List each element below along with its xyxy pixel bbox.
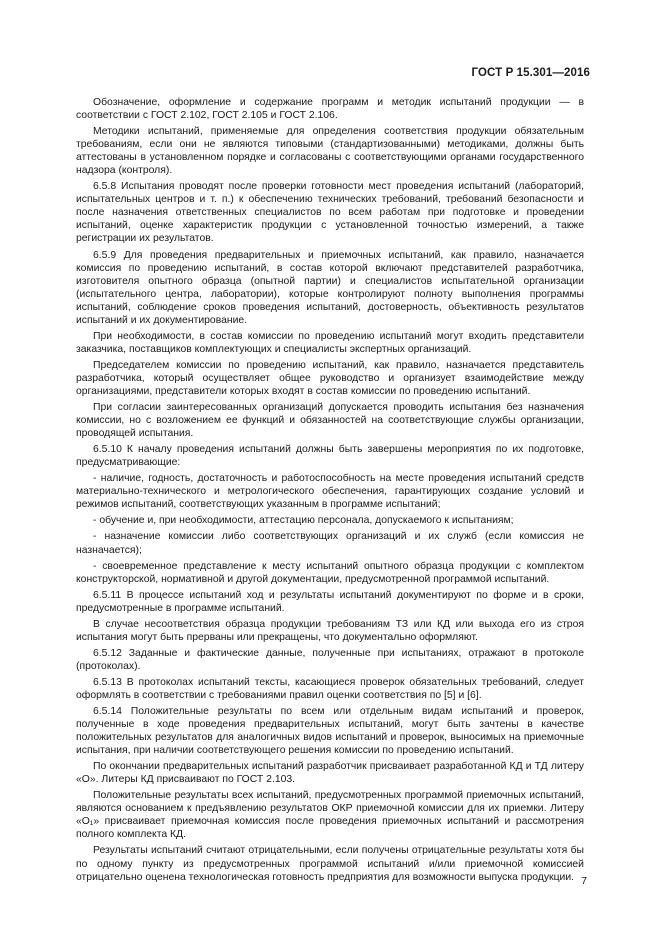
paragraph: Председателем комиссии по проведению испытаний, как правило, назначается представитель разработчика, который осуществляет общее руководство и организует взаимодействие между организациями, представители которых входят в состав комиссии по проведению испытаний. bbox=[76, 359, 584, 397]
paragraph: 6.5.10 К началу проведения испытаний должны быть завершены мероприятия по их подготовке, предусматривающие: bbox=[76, 444, 584, 469]
paragraph: При необходимости, в состав комиссии по проведению испытаний могут входить представители заказчика, поставщиков комплектующих и специалисты экспертных организаций. bbox=[76, 330, 584, 355]
paragraph: Обозначение, оформление и содержание программ и методик испытаний продукции — в соответствии с ГОСТ 2.102, ГОСТ 2.105 и ГОСТ 2.106. bbox=[76, 97, 584, 122]
paragraph: 6.5.12 Заданные и фактические данные, полученные при испытаниях, отражают в протоколе (протоколах). bbox=[76, 647, 584, 672]
page-number: 7 bbox=[581, 876, 587, 887]
list-item: - обучение и, при необходимости, аттестацию персонала, допускаемого к испытаниям; bbox=[93, 515, 514, 527]
paragraph: Методики испытаний, применяемые для определения соответствия продукции обязательным требованиям, если они не являются типовыми (стандартизованными) методиками, должны быть аттестованы в установленном порядке и согласованы с соответствующими органами государственного надзора (контроля). bbox=[76, 126, 584, 177]
paragraph: 6.5.14 Положительные результаты по всем или отдельным видам испытаний и проверок, полученные в ходе проведения предварительных испытаний, могут быть зачтены в качестве положительных результатов для аналогичных видов испытаний и проверок, выносимых на приемочные испытания, при наличии соответствующего решения комиссии по проведению испытаний. bbox=[76, 706, 584, 757]
doc-code-header: ГОСТ Р 15.301—2016 bbox=[471, 67, 590, 79]
list-item: - наличие, годность, достаточность и работоспособность на месте проведения испытаний средств материально-технического и метрологического обеспечения, гарантирующих создание условий и режимов испытаний, соответствующих указанным в программе испытаний; bbox=[76, 473, 584, 511]
list-item: - назначение комиссии либо соответствующих организаций и их служб (если комиссия не назначается); bbox=[76, 531, 584, 556]
paragraph: 6.5.8 Испытания проводят после проверки готовности мест проведения испытаний (лабораторий, испытательных центров и т. п.) к обеспечению технических требований, требований безопасности и после назначения ответственных специалистов по всем работам при подготовке и проведении испытаний, оценке характеристик продукции с установленной точностью измерений, а также регистрации их результатов. bbox=[76, 181, 584, 245]
paragraph: По окончании предварительных испытаний разработчик присваивает разработанной КД и ТД литеру «О». Литеры КД присваивают по ГОСТ 2.103. bbox=[76, 761, 584, 786]
paragraph: Результаты испытаний считают отрицательными, если получены отрицательные результаты хотя бы по одному пункту из предусмотренных программой испытаний и/или приемочной комиссией отрицательно оценена технологическая готовность предприятия для возможности выпуска продукции. bbox=[76, 845, 584, 883]
paragraph: 6.5.9 Для проведения предварительных и приемочных испытаний, как правило, назначается комиссия по проведению испытаний, в состав которой включают представителей разработчика, изготовителя опытного образца (опытной партии) и специалистов испытательной организации (испытательного центра, лаборатории), которые контролируют полноту выполнения программы испытаний, соблюдение сроков проведения испытаний, достоверность, объективность результатов испытаний и их документирование. bbox=[76, 249, 584, 326]
paragraph: 6.5.13 В протоколах испытаний тексты, касающиеся проверок обязательных требований, следует оформлять в соответствии с требованиями правил оценки соответствия по [5] и [6]. bbox=[76, 676, 584, 701]
list-item: - своевременное представление к месту испытаний опытного образца продукции с комплектом конструкторской, нормативной и другой документации, предусмотренной программой испытаний. bbox=[76, 560, 584, 585]
paragraph: В случае несоответствия образца продукции требованиям ТЗ или КД или выхода его из строя испытания могут быть прерваны или прекращены, что документально оформляют. bbox=[76, 618, 584, 643]
paragraph: Положительные результаты всех испытаний, предусмотренных программой приемочных испытаний, являются основанием к предъявлению результатов ОКР приемочной комиссии для их приемки. Литеру «О₁» присваивает приемочная комиссия после проведения приемочных испытаний и рассмотрения полного комплекта КД. bbox=[76, 790, 584, 841]
paragraph: 6.5.11 В процессе испытаний ход и результаты испытаний документируют по форме и в сроки, предусмотренные в программе испытаний. bbox=[76, 589, 584, 614]
paragraph: При согласии заинтересованных организаций допускается проводить испытания без назначения комиссии, но с возложением ее функций и обязанностей на соответствующие службы организации, проводящей испытания. bbox=[76, 402, 584, 440]
body-text bbox=[76, 96, 584, 887]
